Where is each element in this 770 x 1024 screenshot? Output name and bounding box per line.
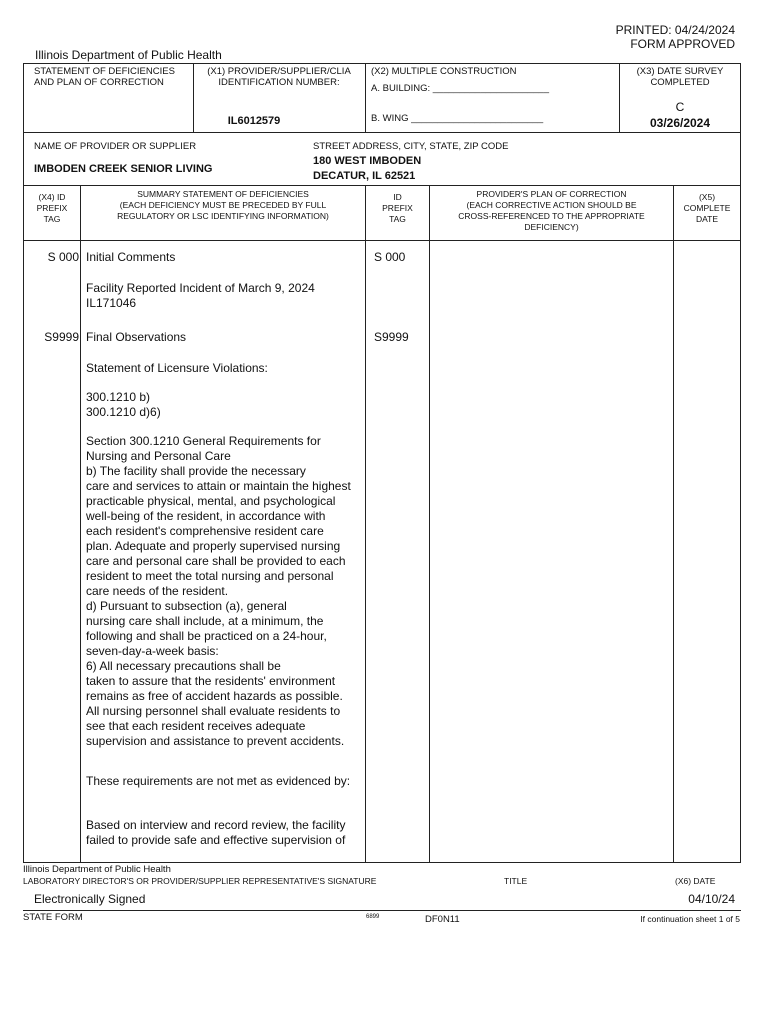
footer-agency: Illinois Department of Public Health: [23, 864, 171, 875]
section-text: Section 300.1210 General Requirements for Nursing and Personal Care b) The facility shall provide the necessary care and services to attain or maintain the highest practicable physical, mental, and psychological well-being of the resident, in accordance with each resident's comprehensive resident care plan. Adequate and properly supervised nursing care and personal care shall be provided to each resident to meet the total nursing and personal care needs of the resident. d) Pursuant to subsection (a), general nursing care shall include, at a minimum, the following and shall be practiced on a 24-hour, seven-day-a-week basis: 6) All necessary precautions shall be taken to assure that the residents' environment remains as free of accident hazards as possible. All nursing personnel shall evaluate residents to see that each resident receives adequate supervision and assistance to prevent accidents.: [86, 434, 351, 748]
continuation-sheet: If continuation sheet 1 of 5: [640, 914, 740, 924]
provider-name-label: NAME OF PROVIDER OR SUPPLIER: [34, 141, 197, 152]
form-code: 6899: [366, 914, 380, 920]
statement-label: STATEMENT OF DEFICIENCIES AND PLAN OF CORRECTION: [34, 66, 175, 88]
signature: Electronically Signed: [34, 892, 146, 906]
id-header: ID PREFIX TAG: [382, 192, 413, 224]
incident-text: Facility Reported Incident of March 9, 2024 IL171046: [86, 281, 315, 310]
x2-label: (X2) MULTIPLE CONSTRUCTION: [371, 66, 517, 77]
x3-code: C: [675, 100, 685, 114]
title-label: TITLE: [504, 876, 528, 886]
address-label: STREET ADDRESS, CITY, STATE, ZIP CODE: [313, 141, 509, 152]
form-approved: FORM APPROVED: [630, 37, 735, 51]
regulation-list: 300.1210 b) 300.1210 d)6): [86, 390, 161, 419]
signed-date: 04/10/24: [688, 892, 735, 906]
x6-date-label: (X6) DATE: [675, 876, 716, 886]
agency-title: Illinois Department of Public Health: [35, 48, 222, 62]
licensure-text: Statement of Licensure Violations:: [86, 361, 268, 375]
entry-title: Initial Comments: [86, 250, 176, 264]
provider-id: IL6012579: [227, 115, 281, 127]
survey-date: 03/26/2024: [649, 116, 711, 130]
entry-id-tag: S9999: [374, 330, 409, 344]
x3-label: (X3) DATE SURVEY COMPLETED: [636, 66, 724, 88]
printed-date: PRINTED: 04/24/2024: [615, 23, 735, 37]
provider-name: IMBODEN CREEK SENIOR LIVING: [34, 163, 213, 175]
entry-tag: S 000: [47, 250, 79, 264]
plan-header: PROVIDER'S PLAN OF CORRECTION (EACH CORRECTIVE ACTION SHOULD BE CROSS-REFERENCED TO THE APPROPRIATE DEFICIENCY): [458, 189, 645, 232]
form-id: DF0N11: [425, 914, 460, 925]
address-line2: DECATUR, IL 62521: [313, 170, 416, 182]
x5-header: (X5) COMPLETE DATE: [683, 192, 731, 224]
not-met-text: These requirements are not met as evidenced by:: [86, 774, 351, 788]
entry-tag: S9999: [44, 330, 79, 344]
x4-header: (X4) ID PREFIX TAG: [36, 192, 68, 224]
x1-label: (X1) PROVIDER/SUPPLIER/CLIA IDENTIFICATION NUMBER:: [207, 66, 351, 88]
entry-title: Final Observations: [86, 330, 187, 344]
summary-header: SUMMARY STATEMENT OF DEFICIENCIES (EACH DEFICIENCY MUST BE PRECEDED BY FULL REGULATORY OR LSC IDENTIFYING INFORMATION): [117, 189, 329, 221]
based-on-text: Based on interview and record review, the facility failed to provide safe and effective supervision of: [86, 818, 346, 847]
wing-label: B. WING _________________________: [371, 113, 544, 124]
entry-id-tag: S 000: [374, 250, 406, 264]
address-line1: 180 WEST IMBODEN: [313, 155, 422, 167]
signature-label: LABORATORY DIRECTOR'S OR PROVIDER/SUPPLIER REPRESENTATIVE'S SIGNATURE: [23, 876, 377, 886]
building-label: A. BUILDING: ______________________: [371, 83, 549, 94]
state-form: STATE FORM: [23, 912, 83, 923]
